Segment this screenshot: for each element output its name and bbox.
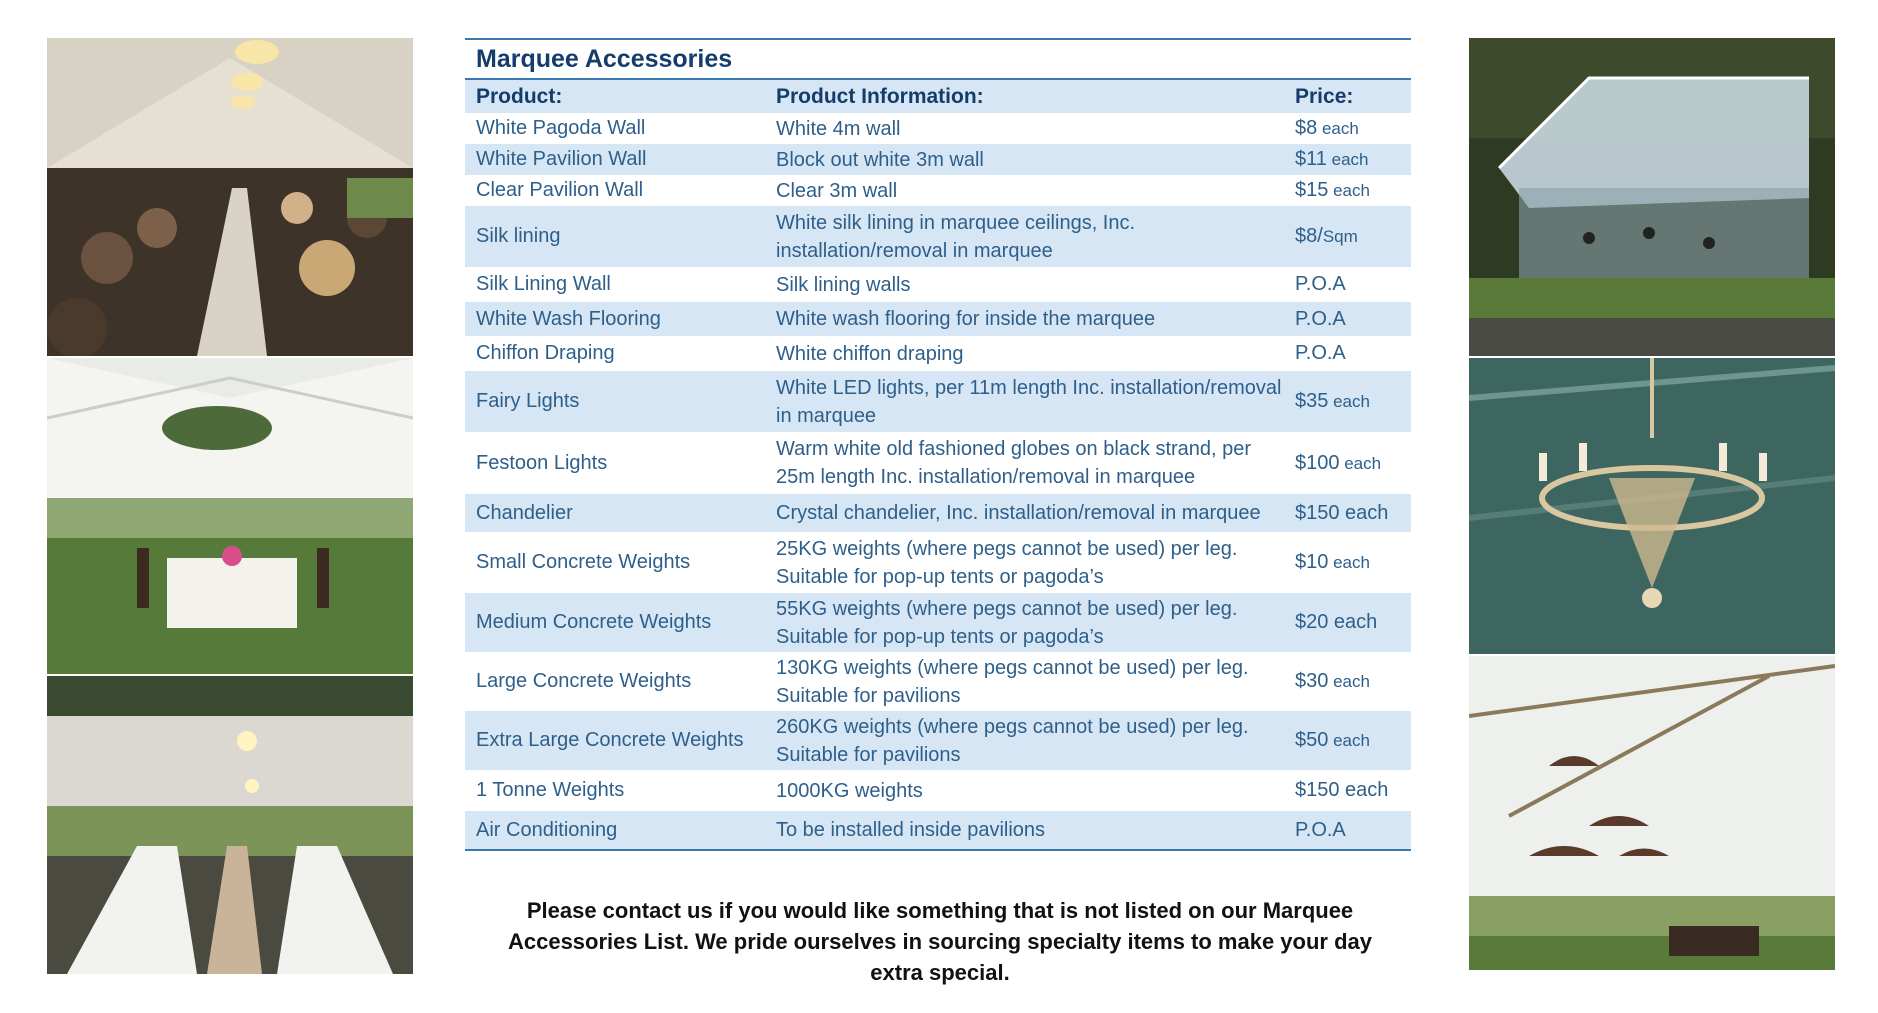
price-value: P.O.A: [1295, 273, 1346, 295]
photo-table-chandelier: [47, 358, 413, 674]
product-name: Silk Lining Wall: [476, 273, 611, 295]
table-row: [465, 267, 1411, 302]
price-unit: each: [1326, 150, 1369, 169]
product-name: Medium Concrete Weights: [476, 611, 712, 633]
product-price: [1295, 729, 1411, 752]
product-name: Air Conditioning: [476, 818, 618, 841]
price-unit: each: [1328, 181, 1370, 200]
header-info: Product Information:: [776, 84, 984, 108]
right-photo-column: [1469, 38, 1835, 972]
photo-long-tables-marquee: [47, 676, 413, 974]
product-price: [1295, 670, 1411, 693]
product-name: Large Concrete Weights: [476, 670, 692, 692]
product-info: 260KG weights (where pegs cannot be used) per leg. Suitable for pavilions: [776, 715, 1249, 766]
header-product: Product:: [476, 84, 563, 108]
product-price: [1295, 342, 1411, 365]
price-value: $50: [1295, 729, 1329, 751]
product-info: 55KG weights (where pegs cannot be used) per leg. Suitable for pop-up tents or pagoda’s: [776, 597, 1238, 648]
photo-crystal-chandelier: [1469, 358, 1835, 654]
price-unit: each: [1328, 672, 1370, 691]
table-row: [465, 175, 1411, 206]
product-info: 25KG weights (where pegs cannot be used) per leg. Suitable for pop-up tents or pagoda’s: [776, 537, 1238, 588]
photo-clear-marquee-night: [1469, 38, 1835, 356]
photo-dinner-party: [47, 38, 413, 356]
product-info: 1000KG weights: [776, 779, 923, 802]
product-info: Crystal chandelier, Inc. installation/removal in marquee: [776, 502, 1261, 524]
product-name: Festoon Lights: [476, 451, 608, 474]
product-info: White wash flooring for inside the marquee: [776, 308, 1156, 330]
product-info: White silk lining in marquee ceilings, Inc. installation/removal in marquee: [776, 211, 1136, 262]
product-name: Extra Large Concrete Weights: [476, 729, 744, 751]
product-name: Small Concrete Weights: [476, 551, 691, 573]
product-info: White LED lights, per 11m length Inc. installation/removal in marquee: [776, 376, 1282, 427]
price-value: $10: [1295, 551, 1329, 573]
price-value: $35: [1295, 390, 1329, 412]
product-info: White chiffon draping: [776, 342, 964, 365]
price-unit: each: [1328, 392, 1370, 411]
product-info: Silk lining walls: [776, 273, 911, 296]
product-name: White Wash Flooring: [476, 307, 661, 330]
table-row: [465, 144, 1411, 175]
table-row: [465, 113, 1411, 144]
contact-note: Please contact us if you would like something that is not listed on our Marquee Accessories List. We pride ourselves in sourcing specialty items to make your day extra special.: [507, 898, 1373, 985]
table-row: [465, 770, 1411, 811]
table-row: [465, 532, 1411, 593]
price-unit: each: [1317, 119, 1359, 138]
product-name: Fairy Lights: [476, 390, 580, 412]
table-row: [465, 336, 1411, 371]
product-price: [1295, 273, 1411, 296]
price-value: $8: [1295, 117, 1318, 139]
table-header: [465, 80, 1411, 113]
product-info: Warm white old fashioned globes on black strand, per 25m length Inc. installation/removal in marquee: [776, 438, 1252, 488]
accessories-table: [465, 38, 1411, 851]
price-unit: each: [1328, 731, 1370, 750]
table-row: [465, 302, 1411, 336]
product-info: White 4m wall: [776, 117, 901, 140]
table-body: [465, 113, 1411, 851]
product-price: [1295, 308, 1411, 331]
product-info: 130KG weights (where pegs cannot be used) per leg. Suitable for pavilions: [776, 656, 1249, 707]
product-price: [1295, 148, 1411, 171]
price-value: P.O.A: [1295, 307, 1346, 330]
product-price: [1295, 179, 1411, 202]
price-value: P.O.A: [1295, 818, 1346, 841]
table-row: [465, 494, 1411, 532]
product-price: [1295, 117, 1411, 140]
price-unit: Sqm: [1322, 227, 1358, 246]
product-price: [1295, 225, 1411, 248]
price-value: $8/: [1295, 225, 1323, 247]
product-name: White Pagoda Wall: [476, 117, 646, 139]
product-info: To be installed inside pavilions: [776, 819, 1046, 841]
price-value: $20 each: [1295, 611, 1378, 633]
product-price: [1295, 779, 1411, 802]
product-info: Clear 3m wall: [776, 179, 898, 202]
product-name: Silk lining: [476, 225, 561, 247]
table-row: [465, 371, 1411, 432]
price-value: $15: [1295, 179, 1329, 201]
table-row: [465, 711, 1411, 770]
left-photo-column: [47, 38, 413, 976]
product-price: [1295, 390, 1411, 413]
product-name: Clear Pavilion Wall: [476, 179, 644, 201]
header-price: Price:: [1295, 84, 1354, 108]
price-value: P.O.A: [1295, 342, 1346, 364]
product-price: [1295, 551, 1411, 574]
product-price: [1295, 819, 1411, 842]
product-price: [1295, 502, 1411, 525]
product-price: [1295, 611, 1411, 634]
table-row: [465, 811, 1411, 849]
price-value: $100: [1295, 451, 1340, 474]
table-title: Marquee Accessories: [465, 38, 1411, 80]
table-row: [465, 432, 1411, 494]
product-price: [1295, 452, 1411, 475]
product-name: Chiffon Draping: [476, 342, 615, 364]
photo-rattan-pendants: [1469, 656, 1835, 970]
table-row: [465, 593, 1411, 652]
table-row: [465, 206, 1411, 267]
price-unit: each: [1339, 453, 1382, 473]
product-info: Block out white 3m wall: [776, 148, 984, 171]
product-name: 1 Tonne Weights: [476, 779, 625, 801]
price-value: $150 each: [1295, 779, 1389, 801]
price-value: $150 each: [1295, 501, 1389, 524]
product-name: Chandelier: [476, 501, 573, 524]
price-value: $11: [1295, 148, 1327, 170]
table-row: [465, 652, 1411, 711]
price-value: $30: [1295, 670, 1329, 692]
product-name: White Pavilion Wall: [476, 148, 647, 170]
price-unit: each: [1328, 553, 1370, 572]
